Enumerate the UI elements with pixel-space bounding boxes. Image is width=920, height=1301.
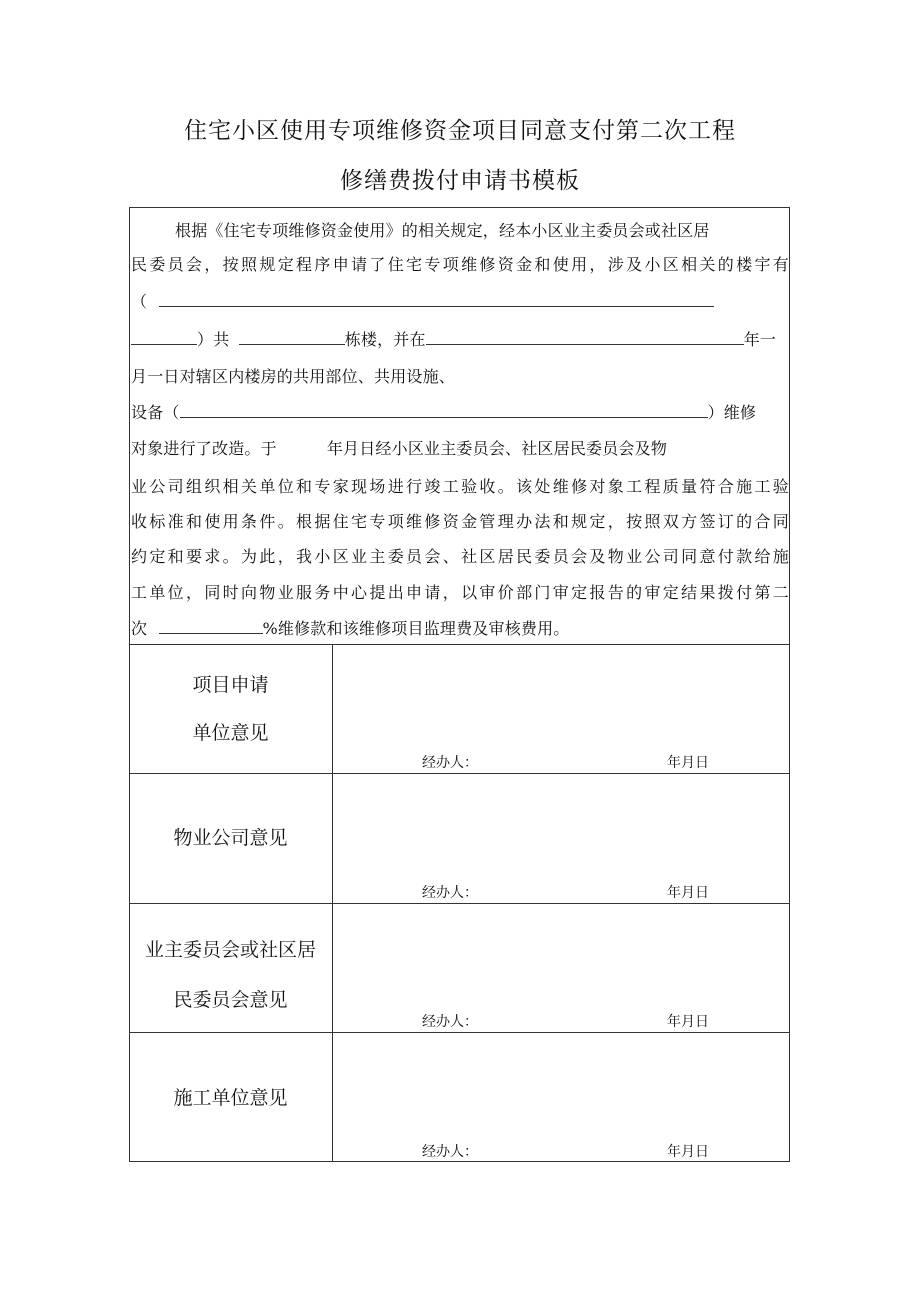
body-text: 业公司组织相关单位和专家现场进行竣工验收。该处维修对象工程质量符合施工验	[131, 477, 789, 496]
row-label-property-company: 物业公司意见	[173, 827, 288, 849]
applicant-opinion-field[interactable]	[334, 646, 788, 772]
body-line	[131, 366, 789, 388]
body-text: 根据《住宅专项维修资金使用》的相关规定，经本小区业主委员会或社区居	[175, 221, 710, 240]
percentage-blank[interactable]	[159, 619, 263, 634]
body-text: 栋楼，并在	[344, 330, 426, 349]
row-label-owners-committee: 业主委员会或社区居	[144, 939, 316, 961]
body-text: ）维修	[707, 403, 757, 422]
document-title-line-2: 修缮费拨付申请书模板	[340, 168, 580, 194]
table-divider	[129, 773, 790, 774]
equipment-blank[interactable]	[180, 403, 708, 418]
date-label: 年月日	[667, 1144, 709, 1160]
building-count-blank[interactable]	[239, 330, 345, 345]
body-text: 年一	[743, 330, 777, 349]
date-blank[interactable]	[426, 330, 744, 345]
body-text: 年月日经小区业主委员会、社区居民委员会及物	[326, 439, 668, 458]
body-text: 民委员会，按照规定程序申请了住宅专项维修资金和使用，涉及小区相关的楼宇有	[131, 255, 789, 274]
table-column-divider	[332, 644, 333, 1162]
body-line	[131, 618, 789, 640]
body-line	[131, 582, 789, 604]
body-line	[131, 220, 789, 242]
body-line	[131, 438, 789, 460]
handler-label: 经办人：	[422, 755, 478, 771]
date-label: 年月日	[667, 1014, 709, 1030]
body-line	[131, 476, 789, 498]
body-text: 约定和要求。为此，我小区业主委员会、社区居民委员会及物业公司同意付款给施	[131, 547, 789, 566]
body-text: 工单位，同时向物业服务中心提出申请，以审价部门审定报告的审定结果拨付第二	[131, 583, 789, 602]
body-text: （	[131, 292, 148, 311]
buildings-blank-continued[interactable]	[131, 330, 197, 345]
body-line	[131, 546, 789, 568]
body-line	[131, 291, 789, 313]
table-divider	[129, 903, 790, 904]
body-text: 次	[131, 619, 148, 638]
row-label-applicant: 项目申请	[192, 674, 269, 696]
table-divider	[129, 1032, 790, 1033]
row-label-construction-unit: 施工单位意见	[173, 1087, 288, 1109]
date-label: 年月日	[667, 885, 709, 901]
body-line	[131, 511, 789, 533]
date-label: 年月日	[667, 755, 709, 771]
body-text: 对象进行了改造。于	[131, 439, 277, 458]
owners-committee-opinion-field[interactable]	[334, 905, 788, 1031]
body-text: ）共	[197, 330, 230, 349]
body-text: 收标准和使用条件。根据住宅专项维修资金管理办法和规定，按照双方签订的合同	[131, 512, 789, 531]
handler-label: 经办人：	[422, 1144, 478, 1160]
handler-label: 经办人：	[422, 885, 478, 901]
construction-unit-opinion-field[interactable]	[334, 1034, 788, 1161]
handler-label: 经办人：	[422, 1014, 478, 1030]
body-text: 月一日对辖区内楼房的共用部位、共用设施、	[131, 367, 456, 386]
row-label-applicant: 单位意见	[192, 722, 269, 744]
body-text: %维修款和该维修项目监理费及审核费用。	[262, 619, 570, 638]
row-label-owners-committee: 民委员会意见	[173, 989, 288, 1011]
table-divider	[129, 644, 790, 645]
body-line	[131, 329, 789, 351]
body-line	[131, 402, 789, 424]
body-text: 设备（	[131, 403, 180, 422]
buildings-blank[interactable]	[159, 292, 714, 307]
document-title-line-1: 住宅小区使用专项维修资金项目同意支付第二次工程	[184, 118, 736, 144]
property-company-opinion-field[interactable]	[334, 775, 788, 902]
body-line	[131, 254, 789, 276]
